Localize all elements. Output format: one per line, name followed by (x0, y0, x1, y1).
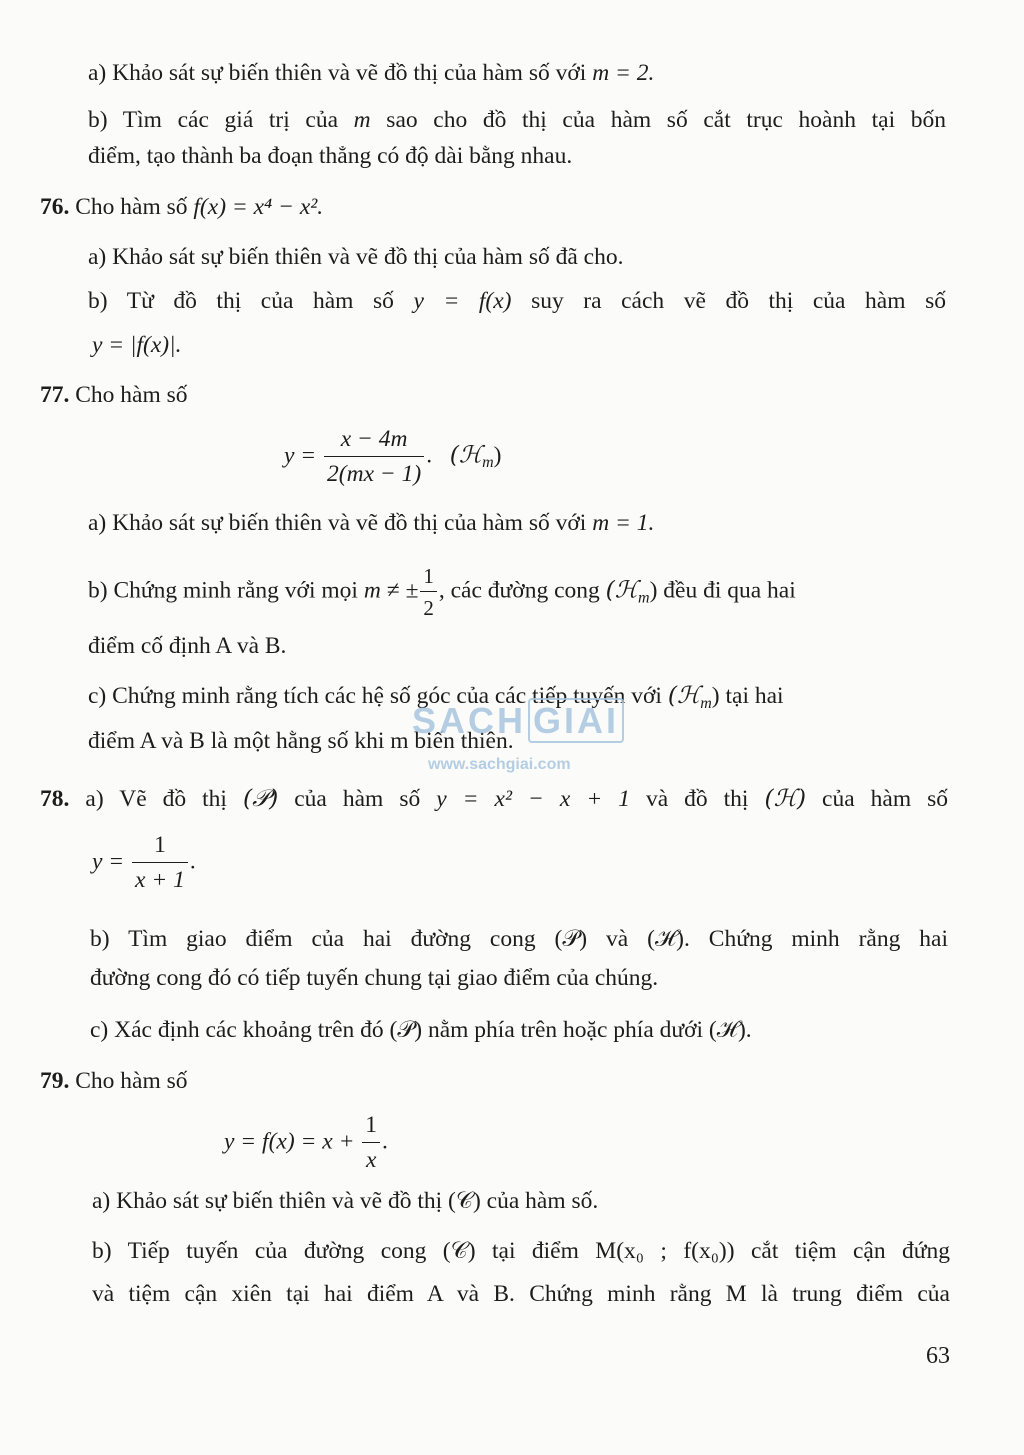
p76-part-a: a) Khảo sát sự biến thiên và vẽ đồ thị của hàm số đã cho. (88, 244, 624, 270)
p77-half-fraction: $\frac{1}{2}$ (420, 564, 437, 620)
p77-part-c-line2: điểm A và B là một hằng số khi m biến thiên. (88, 728, 514, 754)
p78-equation: y = $\frac{1}{x + 1}$ . (92, 832, 196, 894)
p77-equation: y = $\frac{x - 4m}{2(mx - 1)}$ . (ℋ$_m$) (284, 426, 502, 488)
p75-part-a: a) Khảo sát sự biến thiên và vẽ đồ thị của hàm số với m = 2. (88, 60, 655, 86)
p79-fraction: $\frac{1}{x}$ (362, 1112, 380, 1174)
page-number: 63 (926, 1343, 950, 1369)
p76-part-b-line1: b) Từ đồ thị của hàm số y = f(x) suy ra cách vẽ đồ thị của hàm số (88, 288, 946, 314)
p79-equation: y = f(x) = x + $\frac{1}{x}$ . (224, 1112, 388, 1174)
p79-part-a: a) Khảo sát sự biến thiên và vẽ đồ thị (𝒞) của hàm số. (92, 1188, 599, 1214)
p75-part-b-line2: điểm, tạo thành ba đoạn thẳng có độ dài bằng nhau. (88, 143, 573, 169)
watermark-url: www.sachgiai.com (428, 756, 571, 773)
p77-header: 77. Cho hàm số (40, 382, 188, 408)
p79-header: 79. Cho hàm số (40, 1068, 188, 1094)
p78-fraction: $\frac{1}{x + 1}$ (132, 832, 188, 894)
p77-fraction: $\frac{x - 4m}{2(mx - 1)}$ (324, 426, 424, 488)
p78-part-a-line1: 78. a) Vẽ đồ thị (𝒫) của hàm số y = x² − x + 1 và đồ thị (ℋ) của hàm số (40, 784, 949, 812)
p76-header: 76. Cho hàm số f(x) = x⁴ − x². (40, 194, 324, 220)
p79-part-b-line1: b) Tiếp tuyến của đường cong (𝒞) tại điểm M(x₀ ; f(x₀)) cắt tiệm cận đứng (92, 1238, 950, 1264)
p75-part-b-line1: b) Tìm các giá trị của m sao cho đồ thị của hàm số cắt trục hoành tại bốn (88, 107, 946, 133)
p77-part-a: a) Khảo sát sự biến thiên và vẽ đồ thị của hàm số với m = 1. (88, 510, 655, 536)
watermark-logo: SACH GIAI (412, 700, 626, 742)
p77-part-b-line1: b) Chứng minh rằng với mọi m ≠ ± $\frac{1}{2}$ , các đường cong (ℋ$_m$) đều đi qua hai (88, 564, 796, 621)
p79-part-b-line2: và tiệm cận xiên tại hai điểm A và B. Chứng minh rằng M là trung điểm của (92, 1281, 950, 1307)
p77-part-c-line1: c) Chứng minh rằng tích các hệ số góc của các tiếp tuyến với (ℋ$_m$) tại hai (88, 681, 784, 712)
p78-part-c: c) Xác định các khoảng trên đó (𝒫) nằm phía trên hoặc phía dưới (ℋ). (90, 1017, 752, 1043)
p76-part-b-line2: y = |f(x)|. (92, 332, 182, 358)
p78-part-b-line1: b) Tìm giao điểm của hai đường cong (𝒫) và (ℋ). Chứng minh rằng hai (90, 926, 948, 952)
p78-part-b-line2: đường cong đó có tiếp tuyến chung tại giao điểm của chúng. (90, 965, 659, 991)
p77-part-b-line2: điểm cố định A và B. (88, 633, 287, 659)
